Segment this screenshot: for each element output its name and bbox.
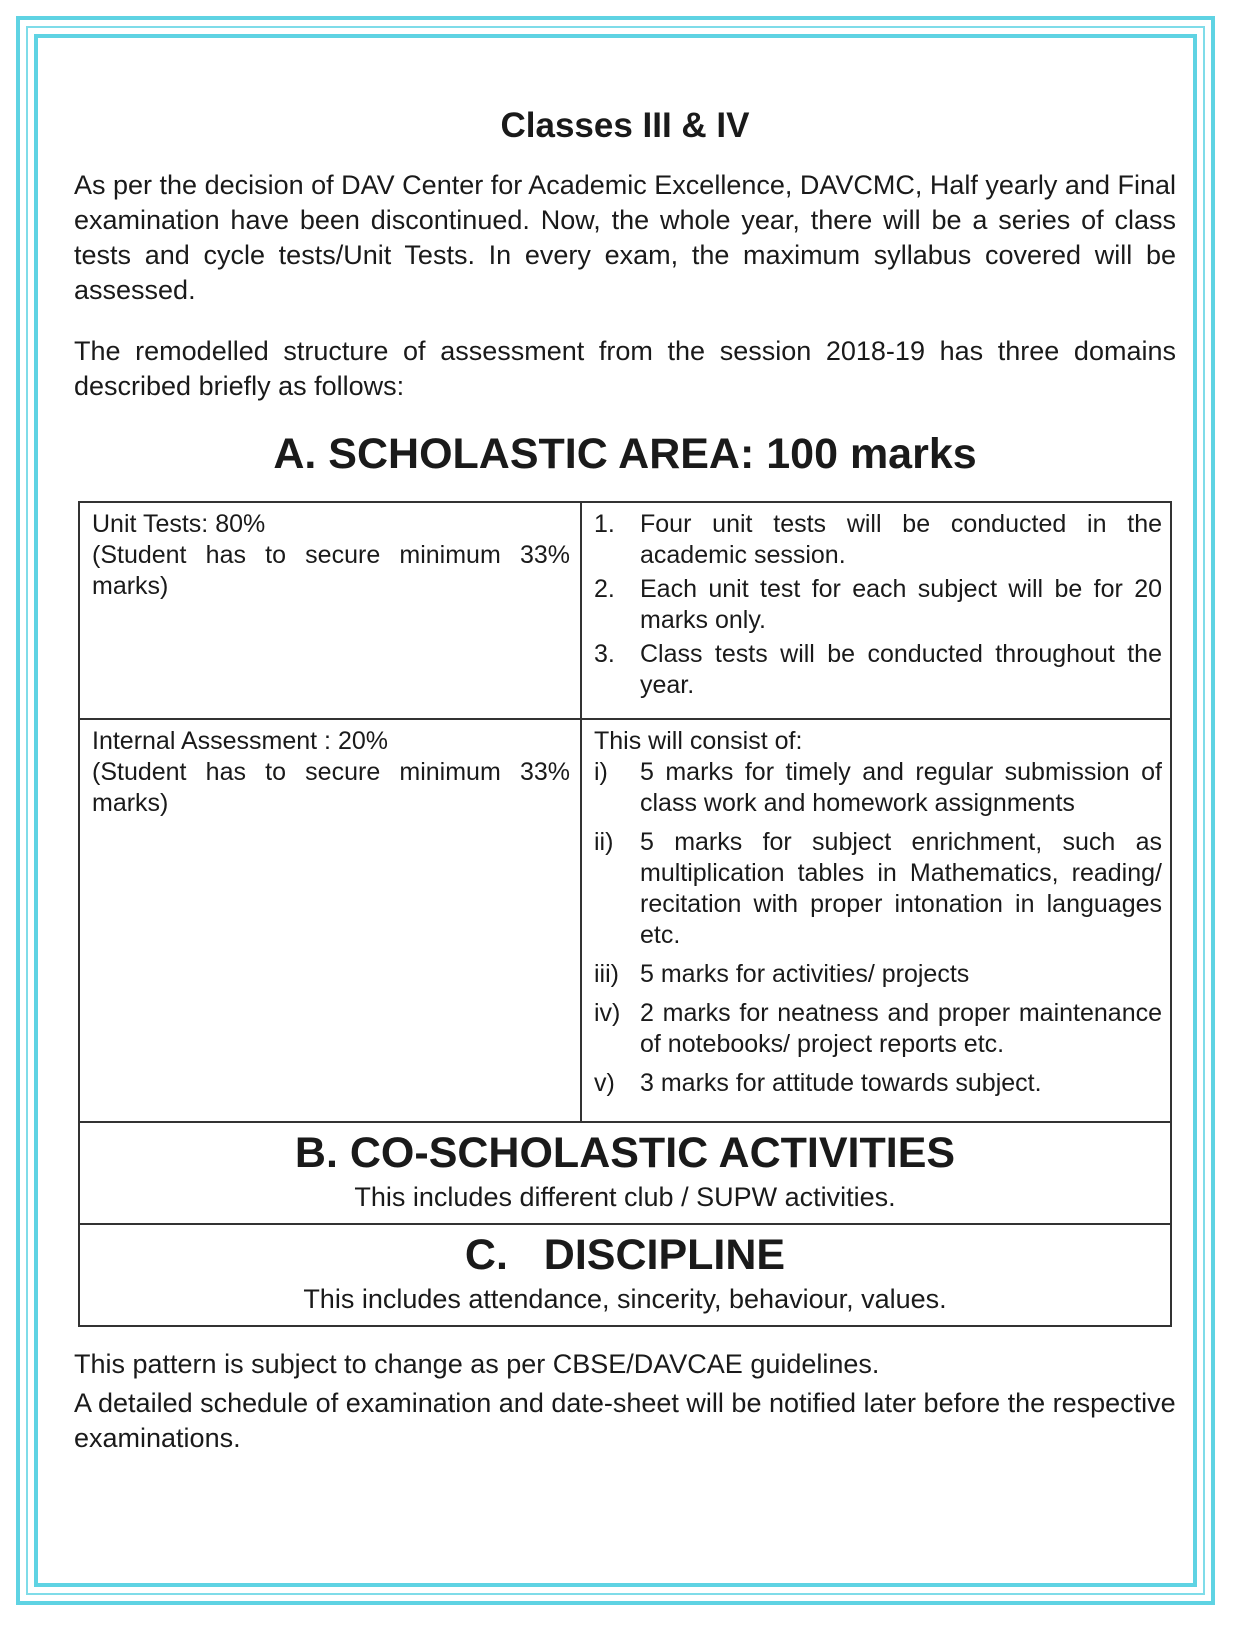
discipline-section <box>79 1224 1171 1326</box>
co-scholastic-section <box>79 1122 1171 1224</box>
document-content <box>74 100 1176 1456</box>
footer-notes <box>74 1347 1176 1456</box>
list-text: 3 marks for attitude towards subject. <box>640 1069 1042 1097</box>
internal-assessment-intro: This will consist of: <box>594 727 803 755</box>
list-item <box>594 639 1162 701</box>
unit-tests-cell <box>79 502 581 719</box>
list-item <box>594 574 1162 636</box>
footer-note: This pattern is subject to change as per CBSE/DAVCAE guidelines. <box>74 1349 880 1379</box>
list-marker: i) <box>594 758 608 786</box>
intro-paragraph: The remodelled structure of assessment from the session 2018-19 has three domains described briefly as follows: <box>74 336 1176 401</box>
list-marker: ii) <box>594 828 614 856</box>
list-marker: 2. <box>594 575 615 603</box>
section-b-title: B. CO-SCHOLASTIC ACTIVITIES <box>294 1129 956 1177</box>
footer-note: A detailed schedule of examination and date-sheet will be notified later before the respective examinations. <box>74 1388 1176 1453</box>
internal-assessment-cell <box>79 719 581 1122</box>
list-item <box>594 998 1162 1060</box>
unit-tests-label: Unit Tests: 80% <box>92 510 266 538</box>
list-text: Each unit test for each subject will be for 20 marks only. <box>640 575 1162 634</box>
table-row <box>79 1224 1171 1326</box>
list-item <box>594 959 1162 990</box>
section-a-title: A. SCHOLASTIC AREA: 100 marks <box>273 430 977 478</box>
list-text: 2 marks for neatness and proper maintenance of notebooks/ project reports etc. <box>640 999 1162 1058</box>
section-c-title: C. DISCIPLINE <box>464 1231 786 1279</box>
internal-assessment-list <box>594 757 1162 1099</box>
list-item <box>594 827 1162 951</box>
list-marker: iii) <box>594 960 619 988</box>
list-marker: 1. <box>594 510 615 538</box>
table-row <box>79 1122 1171 1224</box>
list-text: 5 marks for subject enrichment, such as multiplication tables in Mathematics, reading/ recitation with proper intonation in languages etc. <box>640 828 1162 949</box>
section-c-text: This includes attendance, sincerity, behaviour, values. <box>303 1284 947 1314</box>
list-text: Four unit tests will be conducted in the academic session. <box>640 510 1162 569</box>
internal-assessment-details <box>581 719 1171 1122</box>
list-marker: 3. <box>594 640 615 668</box>
list-item <box>594 1068 1162 1099</box>
list-text: Class tests will be conducted throughout the year. <box>640 640 1162 699</box>
page-title: Classes III & IV <box>500 106 750 145</box>
table-row <box>79 502 1171 719</box>
unit-tests-details <box>581 502 1171 719</box>
section-b-text: This includes different club / SUPW activities. <box>354 1182 896 1212</box>
unit-tests-note: (Student has to secure minimum 33% marks) <box>92 541 570 600</box>
assessment-table <box>78 501 1172 1327</box>
intro-paragraph: As per the decision of DAV Center for Academic Excellence, DAVCMC, Half yearly and Final examination have been discontinued. Now, the whole year, there will be a series of class tests and cycle tests/Unit Tests. In every exam, the maximum syllabus covered will be assessed. <box>74 170 1176 305</box>
list-text: 5 marks for timely and regular submission of class work and homework assignments <box>640 758 1162 817</box>
list-item <box>594 509 1162 571</box>
internal-assessment-note: (Student has to secure minimum 33% marks) <box>92 758 570 817</box>
list-text: 5 marks for activities/ projects <box>640 960 970 988</box>
table-row <box>79 719 1171 1122</box>
list-marker: iv) <box>594 999 621 1027</box>
unit-tests-list <box>594 509 1162 701</box>
list-item <box>594 757 1162 819</box>
internal-assessment-label: Internal Assessment : 20% <box>92 727 388 755</box>
list-marker: v) <box>594 1069 615 1097</box>
